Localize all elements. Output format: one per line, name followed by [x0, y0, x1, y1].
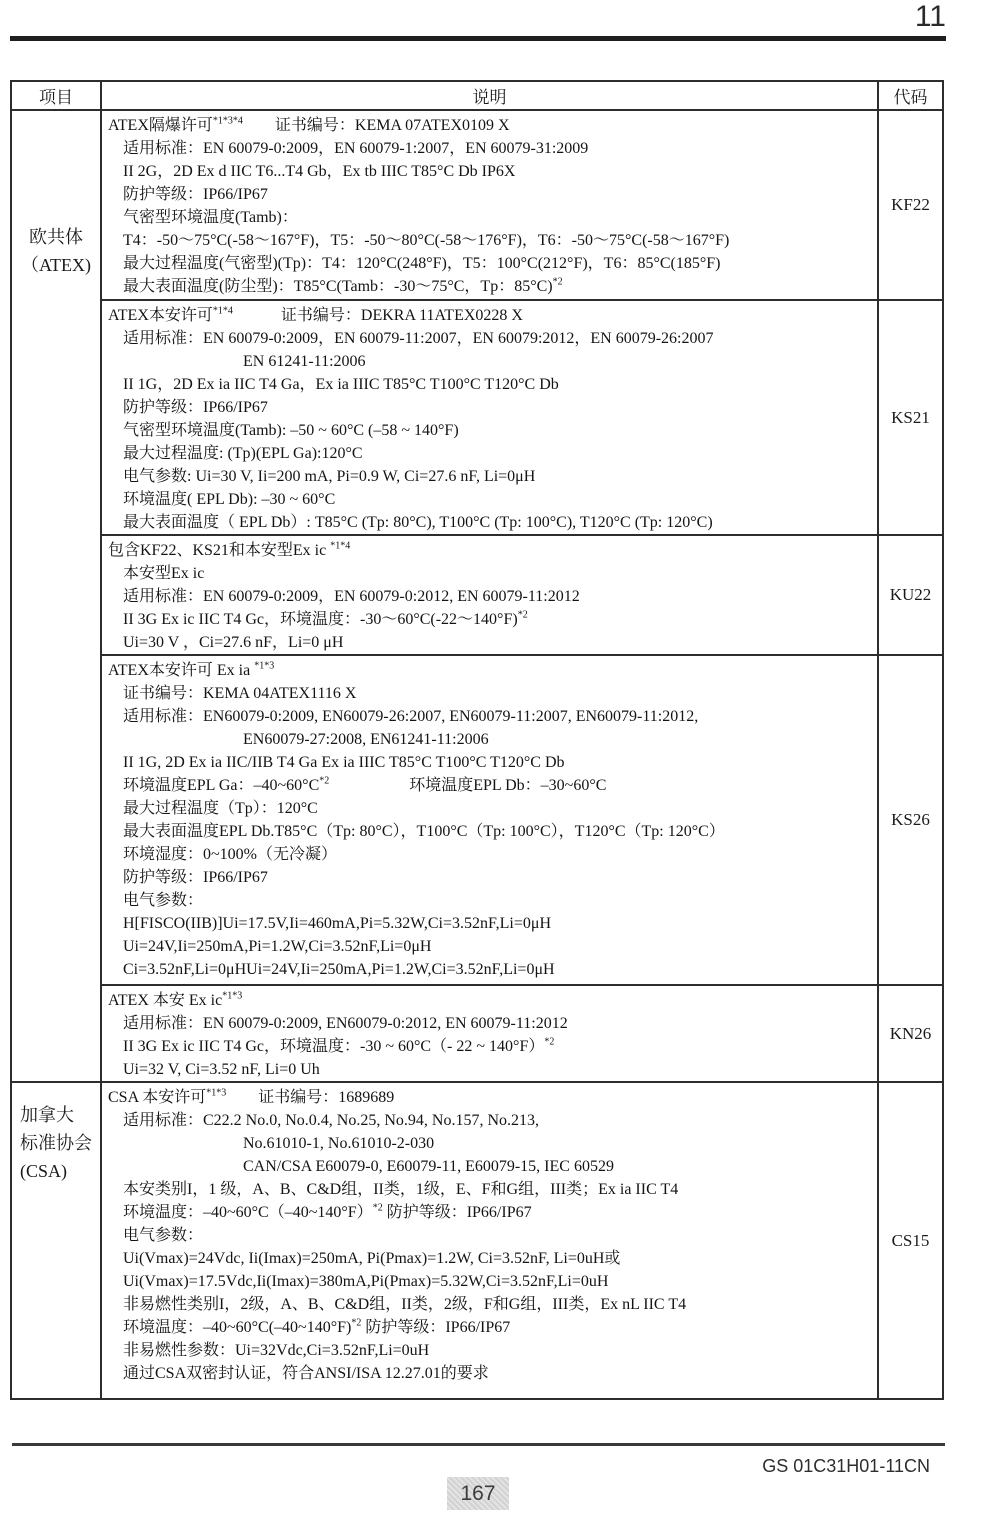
description-line: 环境温度：–40~60°C（–40~140°F）$^{*2}$ 防护等级：IP66/IP67 [123, 1202, 532, 1221]
description-cell [101, 655, 878, 985]
description-line: T4：-50～75°C(-58～167°F)，T5：-50～80°C(-58～176°F)，T6：-50～75°C(-58～167°F) [123, 232, 730, 249]
description-line: 最大表面温度(防尘型)：T85°C(Tamb：-30～75°C，Tp：85°C)$^{*2}$ [123, 276, 563, 295]
description-line: 最大表面温度EPL Db.T85°C（Tp: 80°C），T100°C（Tp: 100°C），T120°C（Tp: 120°C） [123, 823, 725, 840]
description-cell [101, 1082, 878, 1399]
description-line: 通过CSA双密封认证，符合ANSI/ISA 12.27.01的要求 [123, 1365, 489, 1382]
code-cell: KS21 [878, 300, 943, 535]
item-cell [11, 110, 101, 1082]
top-rule [10, 36, 946, 41]
footer-rule [12, 1443, 945, 1446]
footnote-superscript: *1*3*4 [212, 115, 243, 127]
description-line: 环境温度EPL Ga：$-40\sim 60^\circ C^{*2}$ 环境温度EPL Db：–30~60°C [123, 775, 607, 794]
description-cell [101, 535, 878, 655]
footnote-superscript: *2 [319, 775, 330, 787]
table-row [11, 985, 943, 1082]
footnote-superscript: *1*3 [254, 660, 275, 672]
description-line: II 1G，2D Ex ia IIC T4 Ga，Ex ia IIIC T85°C T100°C T120°C Db [123, 376, 559, 393]
page-number-top: 11 [914, 0, 946, 33]
description-line: ATEX隔爆许可$^{*1*3*4}$ 证书编号：KEMA 07ATEX0109 X [108, 115, 510, 134]
description-line: Ci=3.52nF,Li=0μHUi=24V,Ii=250mA,Pi=1.2W,Ci=3.52nF,Li=0μH [123, 961, 555, 978]
code-cell: CS15 [878, 1082, 943, 1399]
footnote-superscript: *1*3 [222, 990, 243, 1002]
description-line: 适用标准：C22.2 No.0, No.0.4, No.25, No.94, No.157, No.213, [123, 1112, 540, 1129]
code-cell: KF22 [878, 110, 943, 300]
description-cell [101, 300, 878, 535]
description-line: ATEX本安许可 Ex ia $^{*1*3}$ [108, 660, 275, 679]
description-line: EN60079-27:2008, EN61241-11:2006 [243, 731, 489, 748]
description-line: II 3G Ex ic IIC T4 Gc，环境温度：-30～60°C(-22～140°F)$^{*2}$ [123, 609, 528, 628]
description-line: 本安型Ex ic [123, 565, 205, 582]
description-line: 环境温度( EPL Db): –30 ~ 60°C [123, 491, 336, 508]
description-line: 气密型环境温度(Tamb)： [123, 209, 298, 226]
table-row [11, 655, 943, 985]
description-line: 本安类别I，1 级，A、B、C&D组，II类，1级，E、F和G组，III类；Ex ia IIC T4 [123, 1181, 679, 1198]
description-line: 包含KF22、KS21和本安型Ex ic $^{*1*4}$ [108, 540, 351, 559]
code-cell: KS26 [878, 655, 943, 985]
footnote-superscript: *1*3 [206, 1087, 227, 1099]
description-line: 证书编号：KEMA 04ATEX1116 X [123, 685, 357, 702]
description-line: 适用标准：EN 60079-0:2009，EN 60079-11:2007，EN 60079:2012，EN 60079-26:2007 [123, 330, 714, 347]
description-line: ATEX本安许可$^{*1*4}$ 证书编号：DEKRA 11ATEX0228 X [108, 305, 523, 324]
description-line: 非易燃性类别I，2级，A、B、C&D组，II类，2级，F和G组，III类，Ex nL IIC T4 [123, 1296, 687, 1313]
description-line: 防护等级：IP66/IP67 [123, 186, 268, 203]
cert-table-body [11, 110, 943, 1399]
footnote-superscript: *2 [517, 609, 528, 621]
description-line: 防护等级：IP66/IP67 [123, 869, 268, 886]
description-line: Ui(Vmax)=17.5Vdc,Ii(Imax)=380mA,Pi(Pmax)=5.32W,Ci=3.52nF,Li=0uH [123, 1273, 609, 1290]
item-label-line: 加拿大 [20, 1105, 74, 1125]
description-line: ATEX 本安 Ex $ic^{*1*3}$ [108, 990, 243, 1009]
description-line: 适用标准：EN 60079-0:2009, EN60079-0:2012, EN 60079-11:2012 [123, 1015, 568, 1032]
description-line: 环境湿度：0~100%（无冷凝） [123, 846, 337, 863]
description-line: Ui=30 V ，Ci=27.6 nF，Li=0 μH [123, 634, 344, 651]
description-line: 最大过程温度(气密型)(Tp)：T4：120°C(248°F)，T5：100°C(212°F)，T6：85°C(185°F) [123, 255, 721, 272]
certification-table [10, 80, 944, 1400]
description-line: 气密型环境温度(Tamb): –50 ~ 60°C (–58 ~ 140°F) [123, 422, 459, 439]
description-line: 最大过程温度: (Tp)(EPL Ga):120°C [123, 445, 363, 462]
page-number-bottom: 167 [447, 1477, 509, 1510]
footnote-superscript: *2 [552, 276, 563, 288]
description-line: 电气参数： [123, 1227, 204, 1244]
description-cell [101, 985, 878, 1082]
description-line: 最大过程温度（Tp）：120°C [123, 800, 318, 817]
table-row [11, 300, 943, 535]
column-header-description: 说明 [101, 81, 878, 110]
description-line: 防护等级：IP66/IP67 [123, 399, 268, 416]
table-row [11, 1082, 943, 1399]
description-line: Ui=24V,Ii=250mA,Pi=1.2W,Ci=3.52nF,Li=0μH [123, 938, 432, 955]
footnote-superscript: *1*4 [330, 540, 351, 552]
description-line: Ui=32 V, Ci=3.52 nF, Li=0 Uh [123, 1061, 320, 1078]
footnote-superscript: *2 [372, 1202, 383, 1214]
item-label-line: （ATEX) [21, 255, 91, 275]
description-line: 非易燃性参数：Ui=32Vdc,Ci=3.52nF,Li=0uH [123, 1342, 430, 1359]
description-line: EN 61241-11:2006 [243, 353, 366, 370]
footnote-superscript: *2 [544, 1036, 555, 1048]
footnote-superscript: *1*4 [212, 305, 233, 317]
item-label-line: 标准协会 [20, 1133, 92, 1153]
description-line: 电气参数: Ui=30 V, Ii=200 mA, Pi=0.9 W, Ci=27.6 nF, Li=0μH [123, 468, 536, 485]
item-label-line: (CSA) [20, 1161, 68, 1181]
description-line: 适用标准：EN 60079-0:2009，EN 60079-1:2007，EN 60079-31:2009 [123, 140, 589, 157]
description-line: CAN/CSA E60079-0, E60079-11, E60079-15, IEC 60529 [243, 1158, 614, 1175]
description-line: Ui(Vmax)=24Vdc, Ii(Imax)=250mA, Pi(Pmax)=1.2W, Ci=3.52nF, Li=0uH或 [123, 1250, 621, 1267]
code-cell: KN26 [878, 985, 943, 1082]
item-cell [11, 1082, 101, 1399]
description-line: H[FISCO(IIB)]Ui=17.5V,Ii=460mA,Pi=5.32W,Ci=3.52nF,Li=0μH [123, 915, 551, 932]
footnote-superscript: *2 [351, 1317, 362, 1329]
table-row [11, 535, 943, 655]
description-line: II 3G Ex ic IIC T4 Gc，环境温度：-30 ~ 60°C（- 22 ~ 140°F）$^{*2}$ [123, 1036, 555, 1055]
document-number: GS 01C31H01-11CN [762, 1456, 930, 1476]
description-line: II 2G，2D Ex d IIC T6...T4 Gb，Ex tb IIIC T85°C Db IP6X [123, 163, 516, 180]
description-line: CSA 本安许可$^{*1*3}$ 证书编号：1689689 [108, 1087, 395, 1106]
table-header-row [11, 81, 943, 110]
column-header-item: 项目 [11, 81, 101, 110]
description-line: 适用标准：EN 60079-0:2009，EN 60079-0:2012, EN 60079-11:2012 [123, 588, 580, 605]
description-line: 适用标准：EN60079-0:2009, EN60079-26:2007, EN60079-11:2007, EN60079-11:2012, [123, 708, 699, 725]
description-line: II 1G, 2D Ex ia IIC/IIB T4 Ga Ex ia IIIC T85°C T100°C T120°C Db [123, 754, 565, 771]
code-cell: KU22 [878, 535, 943, 655]
table-row [11, 110, 943, 300]
description-cell [101, 110, 878, 300]
column-header-code: 代码 [878, 81, 943, 110]
item-label-line: 欧共体 [29, 227, 83, 247]
description-line: 电气参数： [123, 892, 204, 909]
description-line: No.61010-1, No.61010-2-030 [243, 1135, 435, 1152]
description-line: 最大表面温度（ EPL Db）: T85°C (Tp: 80°C), T100°C (Tp: 100°C), T120°C (Tp: 120°C) [123, 514, 713, 531]
description-line: 环境温度：–40~60°C(–40~140°F)$^{*2}$ 防护等级：IP66/IP67 [123, 1317, 511, 1336]
